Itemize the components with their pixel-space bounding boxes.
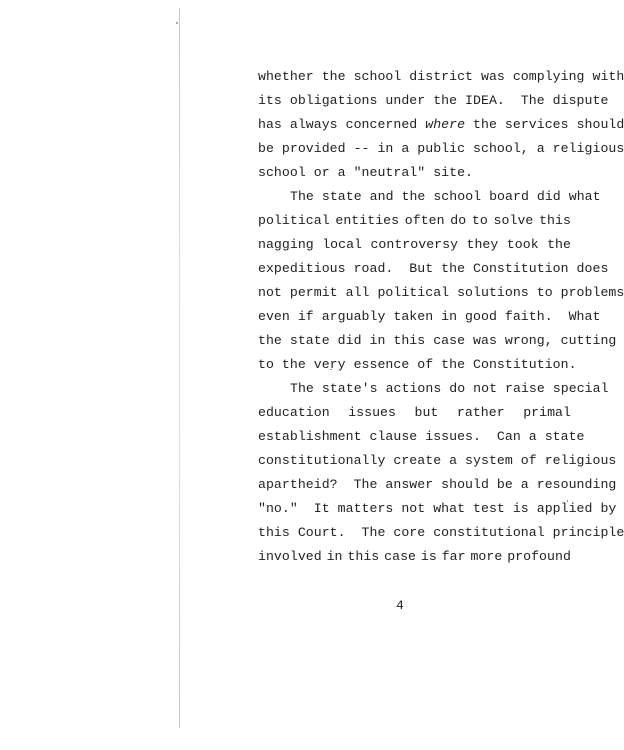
text-line-justified [258, 237, 571, 253]
text-line-justified [258, 549, 571, 565]
text-line: even if arguably taken in good faith. What [258, 309, 601, 324]
text-line-justified [258, 405, 571, 421]
text-line: school or a "neutral" site. [258, 165, 474, 180]
word: do [450, 213, 467, 228]
text-line: apartheid? The answer should be a resounding [258, 477, 617, 492]
text-line [258, 117, 624, 133]
word: primal [523, 405, 571, 420]
emphasized-word: where [425, 117, 466, 132]
word: but [414, 405, 439, 420]
text-line: "no." It matters not what test is applied by [258, 501, 617, 516]
word: often [404, 213, 445, 228]
word: controversy [370, 237, 459, 252]
text-line: its obligations under the IDEA. The dispute [258, 93, 609, 108]
word: involved [258, 549, 322, 564]
text-line: The state and the school board did what [290, 189, 601, 204]
word: solve [493, 213, 534, 228]
word: issues [348, 405, 396, 420]
text-line: establishment clause issues. Can a state [258, 429, 585, 444]
word: they [466, 237, 499, 252]
word: political [258, 213, 330, 228]
word: more [470, 549, 503, 564]
text-line: expeditious road. But the Constitution does [258, 261, 609, 276]
word: this [347, 549, 380, 564]
text-line: the state did in this case was wrong, cutting [258, 333, 617, 348]
word: profound [507, 549, 571, 564]
text-line: this Court. The core constitutional principle [258, 525, 624, 540]
scan-speck [176, 22, 178, 24]
text-line: to the very essence of the Constitution. [258, 357, 577, 372]
word: local [322, 237, 363, 252]
text-line: The state's actions do not raise special [290, 381, 609, 396]
word: this [539, 213, 571, 228]
word: far [441, 549, 466, 564]
word: education [258, 405, 330, 420]
word: took [506, 237, 539, 252]
margin-rule [179, 8, 180, 728]
word: the [547, 237, 571, 252]
text-line-justified [258, 213, 571, 229]
word: nagging [258, 237, 314, 252]
word: case [384, 549, 416, 564]
page-number: 4 [396, 598, 404, 613]
text-line: whether the school district was complying with [258, 69, 624, 84]
text-segment: has always concerned [258, 117, 426, 132]
word: is [420, 549, 437, 564]
word: rather [456, 405, 505, 420]
text-line: constitutionally create a system of religious [258, 453, 617, 468]
word: to [471, 213, 488, 228]
text-line: be provided -- in a public school, a religious [258, 141, 624, 156]
word: in [326, 549, 343, 564]
text-line: not permit all political solutions to problems [258, 285, 624, 300]
word: entities [335, 213, 400, 228]
text-segment: the services should [465, 117, 624, 132]
